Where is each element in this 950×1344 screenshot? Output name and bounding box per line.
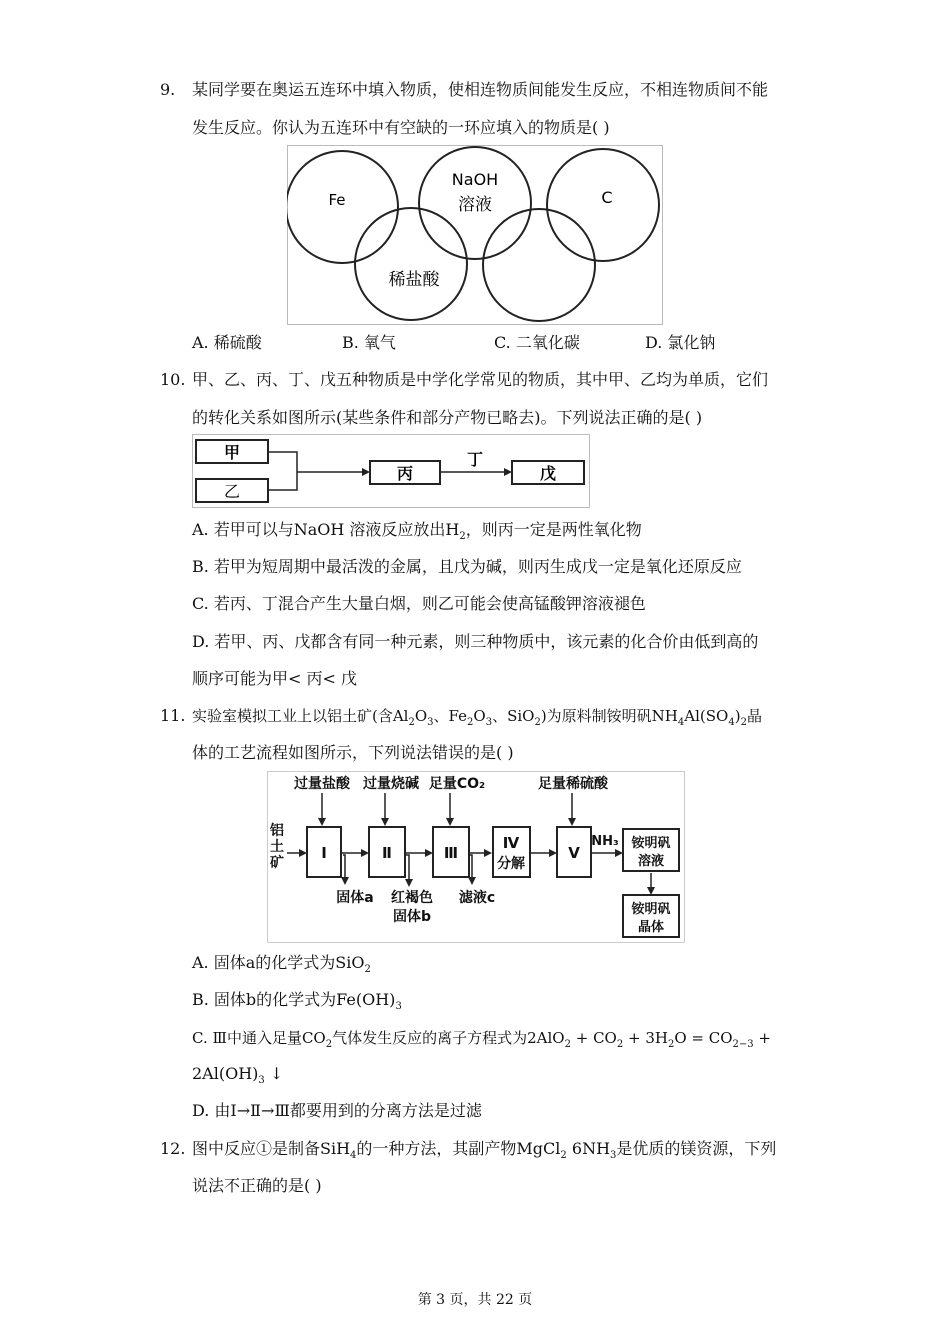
question-text: 某同学要在奥运五连环中填入物质，使相连物质间能发生反应，不相连物质间不能: [192, 80, 769, 99]
ore-label: 土: [270, 839, 284, 855]
option-d[interactable]: D. 由Ⅰ→Ⅱ→Ⅲ都要用到的分离方法是过滤: [192, 1101, 482, 1120]
output-filtrate-c: 滤液c: [458, 890, 496, 906]
output-solid-b: 固体b: [392, 909, 432, 925]
option-a[interactable]: A. 固体a的化学式为SiO$_2$: [192, 953, 371, 975]
output-solid-b: 红褐色: [391, 890, 433, 906]
olympic-rings-figure: [287, 145, 663, 325]
option-d[interactable]: D. 氯化钠: [645, 333, 716, 352]
product-crystal: 铵明矾: [631, 902, 671, 917]
ring-label-c: C: [601, 188, 613, 207]
step-2: Ⅱ: [382, 844, 392, 862]
reagent-hcl: 过量盐酸: [294, 776, 350, 792]
option-b[interactable]: B. 氧气: [342, 333, 396, 352]
question-text: 图中反应①是制备SiH$_4$的一种方法，其副产物MgCl$_2$ $6NH_3$是优质的镁资源，下列: [192, 1139, 777, 1161]
question-number: 11.: [160, 706, 186, 725]
option-b[interactable]: B. 若甲为短周期中最活泼的金属，且戊为碱，则丙生成戊一定是氧化还原反应: [192, 557, 742, 576]
nh3-label: NH₃: [591, 834, 619, 849]
option-a[interactable]: A. 稀硫酸: [192, 333, 262, 352]
process-flow-diagram: [267, 771, 685, 943]
reagent-naoh: 过量烧碱: [363, 776, 419, 792]
step-5: Ⅴ: [568, 844, 580, 862]
question-number: 9.: [160, 80, 176, 99]
option-c[interactable]: C. Ⅲ中通入足量$CO_2$气体发生反应的离子方程式为$2AlO_2 + CO_2 + 3H_2O = CO_{2-3}$ +: [192, 1029, 771, 1050]
product-solution: 铵明矾: [631, 836, 671, 851]
product-crystal: 晶体: [637, 920, 665, 935]
question-number: 12.: [160, 1139, 186, 1158]
arrow-label-ding: 丁: [466, 450, 484, 469]
step-1: Ⅰ: [321, 844, 327, 862]
option-c-continued: $2Al(OH)_3$ ↓: [192, 1064, 284, 1086]
page-footer: 第 3 页，共 22 页: [417, 1292, 533, 1308]
option-d-continued: 顺序可能为甲< 丙< 戊: [192, 669, 357, 688]
ore-label: 矿: [270, 855, 284, 871]
reagent-h2so4: 足量稀硫酸: [538, 776, 608, 792]
question-text: 的转化关系如图所示(某些条件和部分产物已略去)。下列说法正确的是( ): [192, 408, 703, 427]
box-bing: 丙: [396, 464, 414, 483]
box-yi: 乙: [223, 482, 241, 501]
question-number: 10.: [160, 370, 186, 389]
ring-label-naoh: NaOH: [451, 170, 499, 189]
box-jia: 甲: [223, 443, 241, 462]
question-text: 体的工艺流程如图所示，下列说法错误的是( ): [192, 743, 514, 762]
option-c[interactable]: C. 若丙、丁混合产生大量白烟，则乙可能会使高锰酸钾溶液褪色: [192, 594, 646, 613]
question-text: 说法不正确的是( ): [192, 1176, 322, 1195]
ore-label: 铝: [270, 823, 284, 839]
option-d[interactable]: D. 若甲、丙、戊都含有同一种元素，则三种物质中，该元素的化合价由低到高的: [192, 632, 759, 651]
option-b[interactable]: B. 固体b的化学式为$Fe(OH)_3$: [192, 990, 402, 1012]
ring-label-solution: 溶液: [458, 195, 492, 215]
step-4-label: 分解: [497, 856, 525, 872]
conversion-diagram: [192, 434, 590, 508]
output-solid-a: 固体a: [336, 890, 374, 906]
step-3: Ⅲ: [443, 844, 459, 862]
ring-label-hcl: 稀盐酸: [388, 270, 440, 290]
product-solution: 溶液: [637, 854, 665, 869]
ring-label-fe: Fe: [328, 191, 346, 209]
question-text: 实验室模拟工业上以铝土矿(含$Al_2O_3$、$Fe_2O_3$、SiO$_2$)为原料制铵明矾$NH_4Al(SO_4)_2$晶: [192, 707, 762, 728]
reagent-co2: 足量CO₂: [428, 776, 486, 792]
box-wu: 戊: [539, 464, 557, 483]
question-text: 甲、乙、丙、丁、戊五种物质是中学化学常见的物质，其中甲、乙均为单质，它们: [192, 370, 769, 389]
step-4: Ⅳ: [502, 834, 520, 852]
option-a[interactable]: A. 若甲可以与NaOH 溶液反应放出$H_2$，则丙一定是两性氧化物: [192, 520, 642, 542]
option-c[interactable]: C. 二氧化碳: [494, 333, 580, 352]
question-text: 发生反应。你认为五连环中有空缺的一环应填入的物质是( ): [192, 118, 610, 137]
